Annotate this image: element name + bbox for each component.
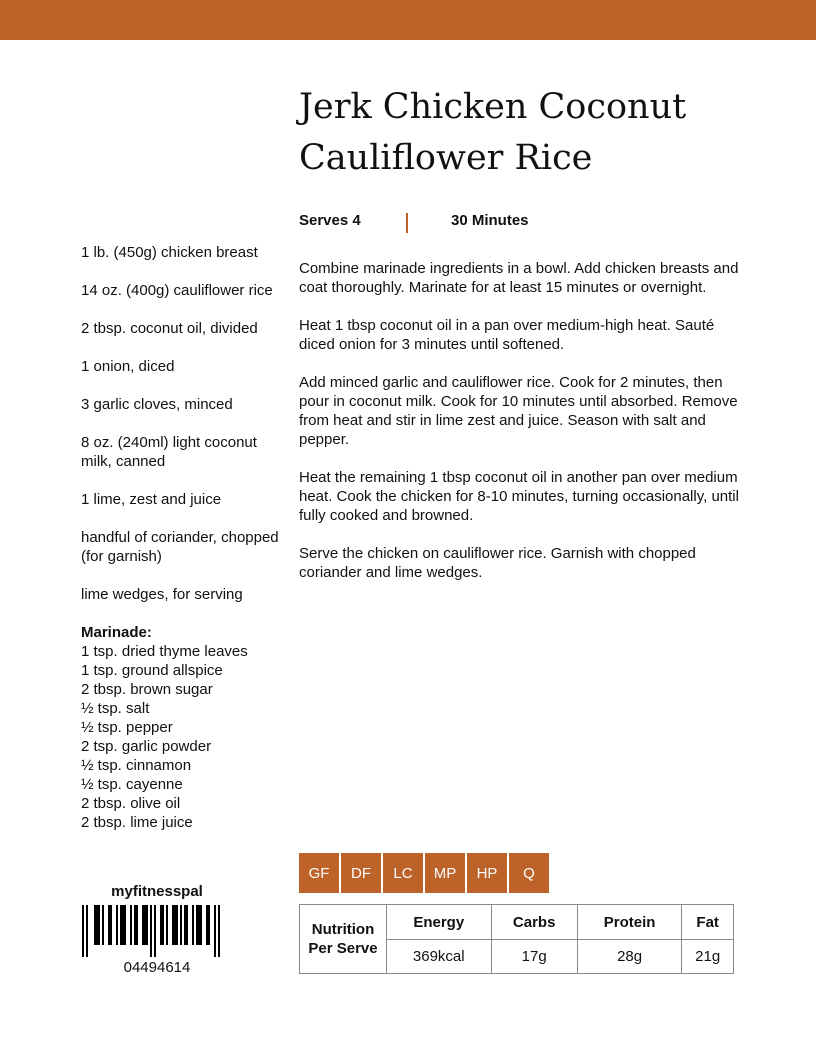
marinade-item: 2 tsp. garlic powder bbox=[81, 738, 212, 755]
marinade-item: 1 tsp. dried thyme leaves bbox=[81, 643, 248, 660]
nutrition-label-line2: Per Serve bbox=[308, 940, 378, 957]
badge-df: DF bbox=[341, 853, 381, 893]
direction-step: Combine marinade ingredients in a bowl. Add chicken breasts and coat thoroughly. Marinate for at least 15 minutes or overnight. bbox=[299, 260, 739, 296]
nutrition-header-fat: Fat bbox=[682, 905, 734, 940]
marinade-list bbox=[81, 642, 281, 832]
marinade-item: 2 tbsp. lime juice bbox=[81, 814, 193, 831]
marinade-item: 2 tbsp. olive oil bbox=[81, 795, 181, 812]
badge-mp: MP bbox=[425, 853, 465, 893]
title-line-2: Cauliflower Rice bbox=[299, 138, 593, 178]
marinade-heading: Marinade: bbox=[81, 624, 152, 641]
marinade-item: 1 tsp. ground allspice bbox=[81, 662, 223, 679]
badge-hp: HP bbox=[467, 853, 507, 893]
badge-lc: LC bbox=[383, 853, 423, 893]
cook-time-label: 30 Minutes bbox=[451, 212, 529, 229]
nutrition-header-protein: Protein bbox=[577, 905, 681, 940]
nutrition-label-line1: Nutrition bbox=[311, 921, 375, 938]
ingredient-item: handful of coriander, chopped (for garnish) bbox=[81, 529, 279, 565]
ingredient-item: 1 onion, diced bbox=[81, 358, 175, 375]
header-bar bbox=[0, 0, 816, 40]
nutrition-value-energy: 369kcal bbox=[387, 940, 492, 974]
marinade-item: ½ tsp. cayenne bbox=[81, 776, 183, 793]
title-line-1: Jerk Chicken Coconut bbox=[299, 87, 687, 127]
meta-divider bbox=[406, 213, 408, 233]
marinade-item: 2 tbsp. brown sugar bbox=[81, 681, 213, 698]
recipe-title bbox=[299, 82, 779, 184]
nutrition-label bbox=[300, 905, 387, 974]
barcode-number: 04494614 bbox=[123, 959, 191, 976]
barcode-icon bbox=[82, 905, 222, 957]
ingredient-item: lime wedges, for serving bbox=[81, 586, 243, 603]
directions bbox=[299, 259, 739, 601]
ingredient-item: 1 lime, zest and juice bbox=[81, 491, 222, 508]
marinade-item: ½ tsp. salt bbox=[81, 700, 150, 717]
direction-step: Serve the chicken on cauliflower rice. Garnish with chopped coriander and lime wedges. bbox=[299, 545, 696, 581]
nutrition-value-fat: 21g bbox=[682, 940, 734, 974]
ingredient-item: 8 oz. (240ml) light coconut milk, canned bbox=[81, 434, 257, 470]
ingredient-item: 14 oz. (400g) cauliflower rice bbox=[81, 282, 273, 299]
nutrition-value-carbs: 17g bbox=[491, 940, 577, 974]
nutrition-header-carbs: Carbs bbox=[491, 905, 577, 940]
badge-gf: GF bbox=[299, 853, 339, 893]
servings-label: Serves 4 bbox=[299, 212, 361, 229]
nutrition-header-energy: Energy bbox=[387, 905, 492, 940]
ingredient-item: 3 garlic cloves, minced bbox=[81, 396, 233, 413]
direction-step: Heat 1 tbsp coconut oil in a pan over medium-high heat. Sauté diced onion for 3 minutes until softened. bbox=[299, 317, 715, 353]
marinade-item: ½ tsp. pepper bbox=[81, 719, 173, 736]
marinade-item: ½ tsp. cinnamon bbox=[81, 757, 192, 774]
direction-step: Add minced garlic and cauliflower rice. Cook for 2 minutes, then pour in coconut milk. Cook for 10 minutes until absorbed. Remove from heat and stir in lime zest and juice. Season with salt and pepper. bbox=[299, 374, 738, 448]
brand-label: myfitnesspal bbox=[111, 883, 203, 900]
badge-q: Q bbox=[509, 853, 549, 893]
nutrition-table bbox=[299, 904, 734, 974]
ingredient-item: 1 lb. (450g) chicken breast bbox=[81, 244, 258, 261]
diet-badges bbox=[299, 853, 551, 893]
ingredients-list bbox=[81, 243, 281, 832]
direction-step: Heat the remaining 1 tbsp coconut oil in another pan over medium heat. Cook the chicken for 8-10 minutes, turning occasionally, until fully cooked and browned. bbox=[299, 469, 739, 524]
nutrition-value-protein: 28g bbox=[577, 940, 681, 974]
ingredient-item: 2 tbsp. coconut oil, divided bbox=[81, 320, 258, 337]
